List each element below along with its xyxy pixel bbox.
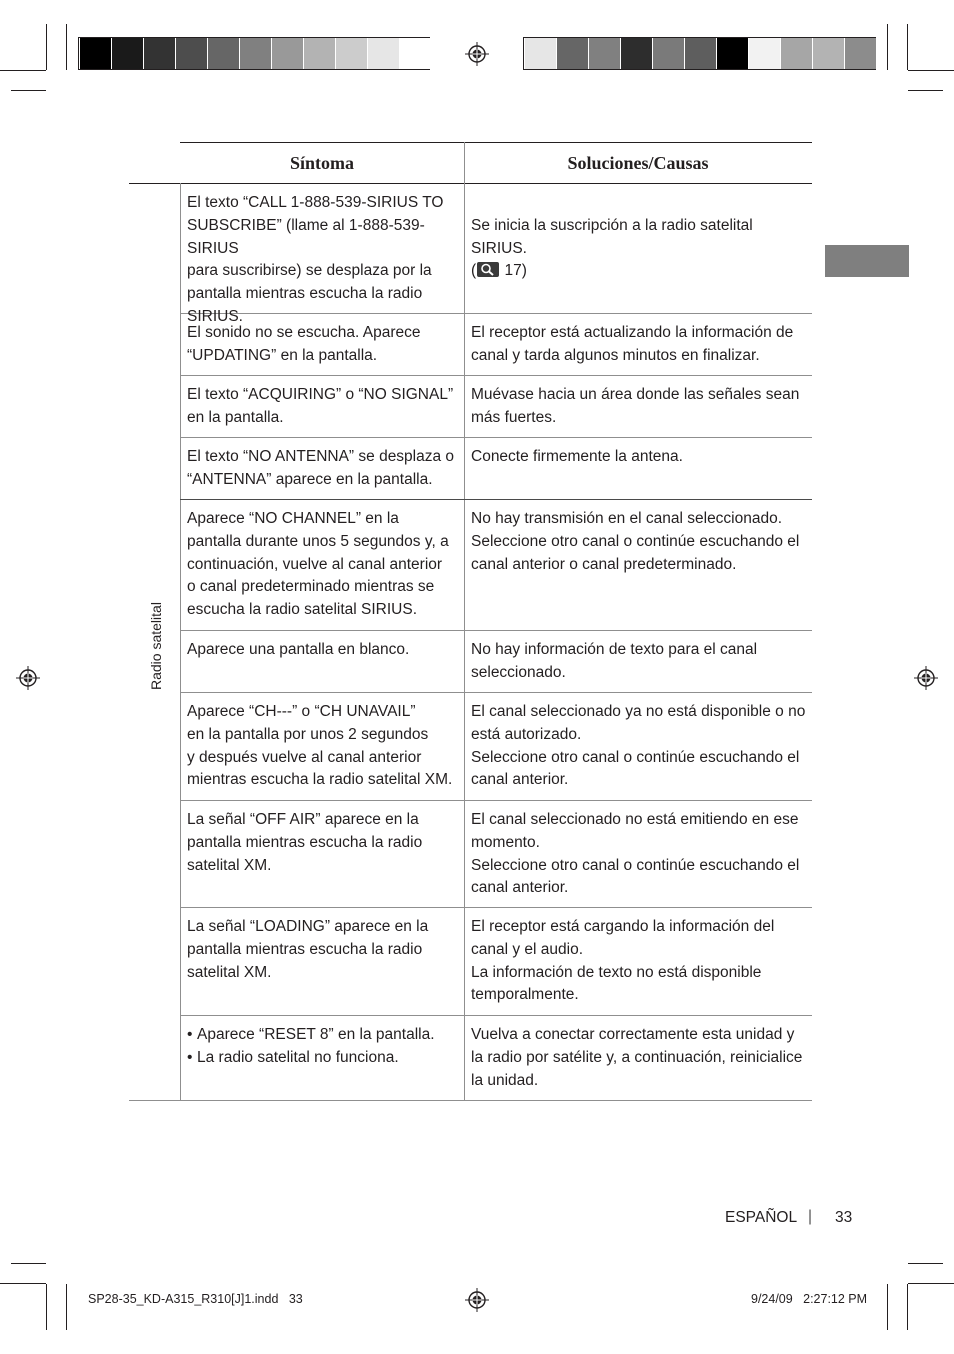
row-rule bbox=[180, 499, 812, 500]
symptom-cell: Aparece “CH---” o “CH UNAVAIL” en la pantalla por unos 2 segundos y después vuelve al canal anterior mientras escucha la radio satelital XM. bbox=[187, 703, 453, 789]
symptom-cell: El texto “CALL 1-888-539-SIRIUS TO SUBSCRIBE” (llame al 1-888-539-SIRIUS para suscribirse) se desplaza por la pantalla mientras escucha la radio SIRIUS. bbox=[187, 194, 444, 325]
solution-text: Se inicia la suscripción a la radio satelital SIRIUS. bbox=[471, 216, 753, 257]
header-solution: Soluciones/Causas bbox=[567, 152, 709, 173]
solution-cell: No hay transmisión en el canal seleccionado. Seleccione otro canal o continúe escuchando el canal anterior o canal predeterminado. bbox=[471, 510, 800, 573]
list-item: • La radio satelital no funciona. bbox=[187, 1047, 459, 1070]
file-slug: SP28-35_KD-A315_R310[J]1.indd 33 bbox=[88, 1292, 303, 1306]
color-swatch bbox=[685, 38, 716, 69]
color-swatch bbox=[336, 38, 367, 69]
row-rule bbox=[180, 907, 812, 908]
row-rule bbox=[180, 692, 812, 693]
crop-mark bbox=[11, 90, 46, 91]
column-divider bbox=[464, 183, 465, 1100]
color-swatch bbox=[144, 38, 175, 69]
section-divider bbox=[180, 183, 181, 1100]
crop-mark bbox=[0, 1283, 46, 1284]
page-number: 33 bbox=[835, 1209, 853, 1226]
color-swatch bbox=[621, 38, 652, 69]
section-label: Radio satelital bbox=[148, 602, 164, 690]
crop-mark bbox=[46, 24, 47, 70]
registration-mark-icon bbox=[465, 1288, 489, 1312]
header-rule bbox=[129, 183, 812, 184]
symptom-cell: El sonido no se escucha. Aparece “UPDATING” en la pantalla. bbox=[187, 324, 421, 364]
solution-cell: El receptor está actualizando la información de canal y tarda algunos minutos en finalizar. bbox=[471, 324, 794, 364]
color-swatch bbox=[272, 38, 303, 69]
row-rule bbox=[180, 800, 812, 801]
color-swatch bbox=[208, 38, 239, 69]
crop-mark bbox=[66, 24, 67, 70]
color-swatch bbox=[400, 38, 431, 69]
magnifier-reference-icon bbox=[477, 262, 499, 277]
crop-mark bbox=[887, 24, 888, 70]
symptom-cell: La señal “OFF AIR” aparece en la pantalla mientras escucha la radio satelital XM. bbox=[187, 811, 423, 874]
solution-cell: El canal seleccionado ya no está disponible o no está autorizado. Seleccione otro canal o continúe escuchando el canal anterior. bbox=[471, 703, 806, 789]
color-swatch bbox=[368, 38, 399, 69]
color-swatch bbox=[176, 38, 207, 69]
ref-page: 17) bbox=[500, 262, 527, 280]
color-swatch bbox=[557, 38, 588, 69]
color-swatch bbox=[717, 38, 748, 69]
symptom-cell: Aparece una pantalla en blanco. bbox=[187, 641, 410, 658]
crop-mark bbox=[908, 1263, 943, 1264]
crop-mark bbox=[908, 70, 954, 71]
crop-mark bbox=[908, 1283, 954, 1284]
solution-cell: El receptor está cargando la información del canal y el audio. La información de texto no está disponible temporalmente. bbox=[471, 918, 775, 1004]
timestamp: 9/24/09 2:27:12 PM bbox=[751, 1292, 868, 1306]
solution-cell bbox=[471, 192, 807, 283]
color-swatch bbox=[80, 38, 111, 69]
row-rule bbox=[180, 1015, 812, 1016]
solution-cell: Muévase hacia un área donde las señales sean más fuertes. bbox=[471, 386, 800, 426]
crop-mark bbox=[887, 1284, 888, 1330]
registration-mark-icon bbox=[465, 42, 489, 66]
header-symptom: Síntoma bbox=[289, 152, 354, 173]
footer-language: ESPAÑOL bbox=[725, 1209, 798, 1226]
crop-mark bbox=[907, 1284, 908, 1330]
symptom-bullet-list bbox=[187, 1024, 459, 1070]
solution-cell: No hay información de texto para el canal seleccionado. bbox=[471, 641, 758, 681]
symptom-cell bbox=[187, 1024, 459, 1070]
color-swatch bbox=[749, 38, 780, 69]
crop-mark bbox=[0, 70, 46, 71]
color-swatch bbox=[813, 38, 844, 69]
crop-mark bbox=[66, 1284, 67, 1330]
symptom-cell: La señal “LOADING” aparece en la pantalla mientras escucha la radio satelital XM. bbox=[187, 918, 429, 981]
solution-cell: Conecte firmemente la antena. bbox=[471, 448, 683, 465]
row-rule bbox=[180, 630, 812, 631]
color-swatch bbox=[653, 38, 684, 69]
symptom-cell: Aparece “NO CHANNEL” en la pantalla durante unos 5 segundos y, a continuación, vuelve al canal anterior o canal predeterminado mientras se escucha la radio satelital SIRIUS. bbox=[187, 510, 449, 619]
color-swatch bbox=[525, 38, 556, 69]
row-rule bbox=[180, 375, 812, 376]
row-rule bbox=[180, 437, 812, 438]
registration-mark-icon bbox=[16, 666, 40, 690]
color-swatch bbox=[112, 38, 143, 69]
crop-mark bbox=[11, 1263, 46, 1264]
solution-cell: El canal seleccionado no está emitiendo en ese momento. Seleccione otro canal o continúe escuchando el canal anterior. bbox=[471, 811, 800, 897]
registration-mark-icon bbox=[914, 666, 938, 690]
footer-separator: | bbox=[808, 1208, 813, 1225]
list-item: • Aparece “RESET 8” en la pantalla. bbox=[187, 1024, 459, 1047]
crop-mark bbox=[46, 1284, 47, 1330]
crop-mark bbox=[907, 24, 908, 70]
language-tab bbox=[825, 245, 909, 277]
symptom-cell: El texto “NO ANTENNA” se desplaza o “ANTENNA” aparece en la pantalla. bbox=[187, 448, 455, 488]
solution-cell: Vuelva a conectar correctamente esta unidad y la radio por satélite y, a continuación, reinicialice la unidad. bbox=[471, 1026, 803, 1089]
table-bottom-rule bbox=[129, 1100, 812, 1101]
color-swatch bbox=[240, 38, 271, 69]
crop-mark bbox=[908, 90, 943, 91]
color-swatch bbox=[845, 38, 876, 69]
header-divider bbox=[464, 142, 465, 183]
color-swatch bbox=[589, 38, 620, 69]
color-swatch bbox=[781, 38, 812, 69]
ref-open: ( bbox=[471, 262, 477, 280]
color-swatch bbox=[304, 38, 335, 69]
symptom-cell: El texto “ACQUIRING” o “NO SIGNAL” en la pantalla. bbox=[187, 386, 454, 426]
